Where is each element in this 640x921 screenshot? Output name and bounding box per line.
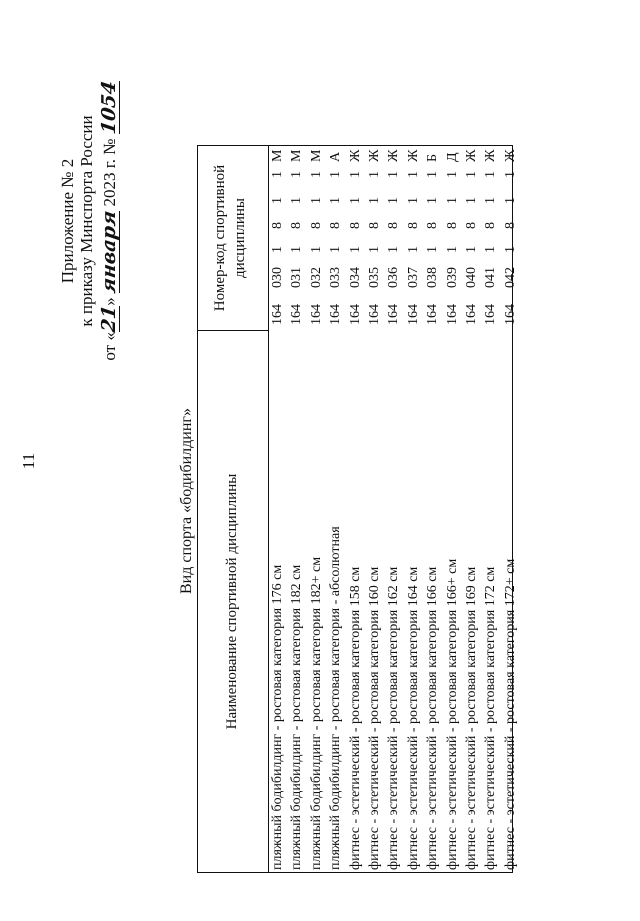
code-part: 1 xyxy=(270,246,285,253)
code-part: 164 xyxy=(502,304,518,325)
date-year: 2023 г. № xyxy=(100,138,119,207)
code-part: 1 xyxy=(502,171,518,178)
table-row xyxy=(424,146,443,872)
code-part: 1 xyxy=(270,171,285,178)
table-body xyxy=(269,146,521,872)
table-row xyxy=(444,146,463,872)
code-part: 8 xyxy=(366,222,382,229)
code-part: 1 xyxy=(328,171,344,178)
disciplines-table xyxy=(197,145,518,873)
code-part: 164 xyxy=(308,304,324,325)
code-part: 164 xyxy=(270,304,285,325)
date-prefix: от « xyxy=(100,332,119,361)
code-part: 038 xyxy=(425,267,441,288)
code-part: 8 xyxy=(502,222,518,229)
discipline-name: пляжный бодибилдинг - ростовая категория 182 см xyxy=(289,564,305,870)
table-row xyxy=(385,146,404,872)
code-part: 8 xyxy=(444,222,460,229)
header-code-line1: Номер-код спортивной xyxy=(212,164,228,312)
code-part: 1 xyxy=(289,197,305,204)
header-name-label: Наименование спортивной дисциплины xyxy=(224,473,240,730)
code-part: 1 xyxy=(308,197,324,204)
code-part: Ж xyxy=(386,149,402,162)
code-part: Ж xyxy=(366,149,382,162)
discipline-name: фитнес - эстетический - ростовая категория 169 см xyxy=(463,566,479,870)
code-part: 164 xyxy=(328,304,344,325)
table-row xyxy=(482,146,501,872)
code-part: 1 xyxy=(425,171,441,178)
code-part: Ж xyxy=(347,149,363,162)
code-part: М xyxy=(270,149,285,162)
code-part: Ж xyxy=(502,149,518,162)
order-date-line xyxy=(100,1,120,441)
code-part: 1 xyxy=(289,171,305,178)
code-part: 033 xyxy=(328,267,344,288)
code-part: 1 xyxy=(502,197,518,204)
code-part: 164 xyxy=(347,304,363,325)
code-part: 1 xyxy=(405,246,421,253)
code-part: 031 xyxy=(289,267,305,288)
code-part: 034 xyxy=(347,267,363,288)
code-part: 1 xyxy=(366,197,382,204)
code-part: 1 xyxy=(483,246,499,253)
table-row xyxy=(288,146,307,872)
code-part: 1 xyxy=(483,171,499,178)
code-part: Б xyxy=(425,153,441,162)
code-part: 1 xyxy=(328,197,344,204)
code-part: 1 xyxy=(347,246,363,253)
code-part: М xyxy=(308,149,324,162)
code-part: 8 xyxy=(425,222,441,229)
date-day: 21 xyxy=(98,304,120,334)
discipline-name: пляжный бодибилдинг - ростовая категория 182+ см xyxy=(308,556,324,870)
code-part: А xyxy=(328,151,344,162)
code-part: 1 xyxy=(386,246,402,253)
table-row xyxy=(347,146,366,872)
code-part: 8 xyxy=(463,222,479,229)
code-part: 1 xyxy=(347,171,363,178)
page-number: 11 xyxy=(19,452,38,470)
header-code-line2: дисциплины xyxy=(232,197,248,279)
table-row xyxy=(502,146,521,872)
code-part: 037 xyxy=(405,267,421,288)
code-part: 1 xyxy=(425,246,441,253)
code-part: 1 xyxy=(444,171,460,178)
discipline-name: фитнес - эстетический - ростовая категория 158 см xyxy=(347,566,363,870)
code-part: 030 xyxy=(270,267,285,288)
discipline-name: пляжный бодибилдинг - ростовая категория - абсолютная xyxy=(328,526,344,870)
date-mid: » xyxy=(100,297,119,306)
table-row xyxy=(405,146,424,872)
discipline-name: фитнес - эстетический - ростовая категория 162 см xyxy=(386,566,402,870)
code-part: 1 xyxy=(425,197,441,204)
code-part: 041 xyxy=(483,267,499,288)
appendix-header xyxy=(58,1,96,441)
order-number: 1054 xyxy=(98,79,120,136)
discipline-name: фитнес - эстетический - ростовая категория 160 см xyxy=(366,566,382,870)
code-part: 1 xyxy=(289,246,305,253)
table-row xyxy=(327,146,346,872)
code-part: 1 xyxy=(463,246,479,253)
code-part: 1 xyxy=(366,171,382,178)
code-part: 1 xyxy=(347,197,363,204)
code-part: 042 xyxy=(502,267,518,288)
code-part: 032 xyxy=(308,267,324,288)
discipline-name: фитнес - эстетический - ростовая категория 164 см xyxy=(405,566,421,870)
code-part: 164 xyxy=(405,304,421,325)
discipline-name: фитнес - эстетический - ростовая категория 166 см xyxy=(425,566,441,870)
code-part: 8 xyxy=(289,222,305,229)
header-discipline-code xyxy=(198,146,269,330)
code-part: 1 xyxy=(483,197,499,204)
code-part: 039 xyxy=(444,267,460,288)
code-part: Ж xyxy=(483,149,499,162)
code-part: 1 xyxy=(405,197,421,204)
code-part: 1 xyxy=(366,246,382,253)
discipline-name: фитнес - эстетический - ростовая категория 166+ см xyxy=(444,558,460,870)
code-part: 1 xyxy=(328,246,344,253)
sport-title: Вид спорта «бодибилдинг» xyxy=(178,408,195,595)
code-part: 1 xyxy=(270,197,285,204)
table-row xyxy=(269,146,288,872)
code-part: 8 xyxy=(308,222,324,229)
code-part: 1 xyxy=(502,246,518,253)
code-part: 8 xyxy=(328,222,344,229)
header-discipline-name xyxy=(198,330,269,872)
discipline-name: пляжный бодибилдинг - ростовая категория 176 см xyxy=(270,564,285,870)
code-part: 8 xyxy=(483,222,499,229)
table-row xyxy=(308,146,327,872)
code-part: 1 xyxy=(444,197,460,204)
code-part: 1 xyxy=(463,197,479,204)
code-part: 1 xyxy=(463,171,479,178)
code-part: М xyxy=(289,149,305,162)
code-part: 164 xyxy=(366,304,382,325)
code-part: 036 xyxy=(386,267,402,288)
code-part: 8 xyxy=(405,222,421,229)
code-part: 1 xyxy=(405,171,421,178)
code-part: 1 xyxy=(444,246,460,253)
appendix-order: к приказу Минспорта России xyxy=(77,115,96,327)
table-row xyxy=(366,146,385,872)
discipline-name: фитнес - эстетический - ростовая категория 172 см xyxy=(483,566,499,870)
code-part: 1 xyxy=(308,171,324,178)
code-part: 8 xyxy=(386,222,402,229)
code-part: 164 xyxy=(289,304,305,325)
code-part: Д xyxy=(444,152,460,162)
date-month: января xyxy=(98,209,120,295)
table-row xyxy=(463,146,482,872)
code-part: 164 xyxy=(483,304,499,325)
code-part: 164 xyxy=(444,304,460,325)
code-part: 8 xyxy=(270,222,285,229)
code-part: 1 xyxy=(386,171,402,178)
code-part: 1 xyxy=(386,197,402,204)
code-part: 040 xyxy=(463,267,479,288)
discipline-name: фитнес - эстетический - ростовая категория 172+ см xyxy=(502,558,518,870)
code-part: 164 xyxy=(463,304,479,325)
code-part: Ж xyxy=(405,149,421,162)
appendix-title: Приложение № 2 xyxy=(58,158,77,284)
code-part: 8 xyxy=(347,222,363,229)
code-part: 164 xyxy=(425,304,441,325)
code-part: Ж xyxy=(463,149,479,162)
code-part: 164 xyxy=(386,304,402,325)
code-part: 1 xyxy=(308,246,324,253)
code-part: 035 xyxy=(366,267,382,288)
